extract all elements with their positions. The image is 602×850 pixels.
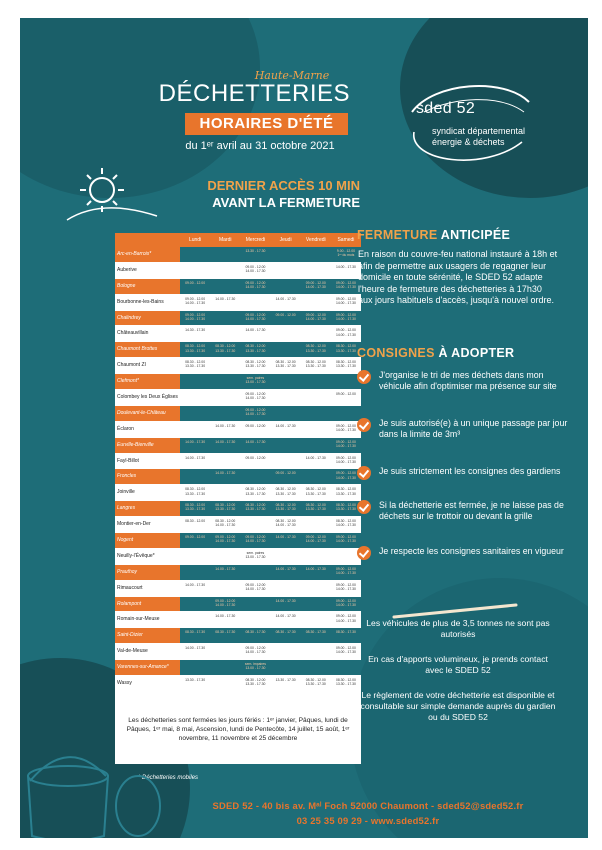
hours-cell xyxy=(210,549,240,564)
consignes-title-white: À ADOPTER xyxy=(438,346,515,360)
hours-cell: 08.30 - 12.00 13.30 - 17.30 xyxy=(275,503,296,512)
site-name: Prauthoy xyxy=(115,565,180,580)
sded-logo xyxy=(404,72,544,182)
hours-cell: 08.30 - 12.00 13.30 - 17.30 xyxy=(335,503,356,512)
hours-cell xyxy=(180,660,210,675)
hours-cell: 13.30 - 17.30 xyxy=(185,678,206,683)
check-icon xyxy=(357,418,371,432)
hours-cell: 09.00 - 12.00 14.00 - 17.30 xyxy=(335,328,356,337)
page-title: DÉCHETTERIES xyxy=(158,80,350,107)
hours-cell xyxy=(240,295,270,310)
hours-cell xyxy=(210,374,240,389)
hours-cell: 14.00 - 17.30 xyxy=(245,439,266,444)
hours-cell: 14.00 - 17.30 xyxy=(185,439,206,444)
consignes-title-orange: CONSIGNES xyxy=(357,346,435,360)
table-row xyxy=(115,612,361,628)
hours-cell xyxy=(301,549,331,564)
day-header: Vendredi xyxy=(305,237,326,243)
table-row xyxy=(115,501,361,517)
hours-cell xyxy=(271,279,301,294)
hours-cell: 08.30 - 12.00 13.30 - 17.30 xyxy=(335,360,356,369)
hours-cell: 13.30 - 17.30 xyxy=(245,249,266,253)
hours-cell xyxy=(271,644,301,659)
site-name: Nogent xyxy=(115,533,180,548)
hours-cell: 09.00 - 12.00 xyxy=(245,423,266,428)
hours-cell: 14.00 - 17.30 xyxy=(275,535,296,540)
hours-cell: 09.00 - 12.00 xyxy=(185,535,206,540)
region-subtitle: Haute-Marne xyxy=(254,69,330,82)
hours-cell: 09.00 - 12.00 14.00 - 17.30 xyxy=(245,392,266,401)
footer-address: SDED 52 - 40 bis av. Mᵃˡ Foch 52000 Chaumont - sded52@sded52.fr xyxy=(212,800,524,811)
table-row xyxy=(115,644,361,660)
hours-cell xyxy=(301,247,331,262)
season-banner: HORAIRES D'ÉTÉ xyxy=(185,113,348,135)
logo-tagline-line: énergie & déchets xyxy=(432,137,505,147)
last-access-line2: AVANT LA FERMETURE xyxy=(212,195,360,210)
poster xyxy=(20,18,588,838)
consigne-item xyxy=(357,546,572,586)
hours-cell: 14.00 - 17.30 xyxy=(305,455,326,460)
hours-cell: 09.00 - 12.00 14.00 - 17.30 xyxy=(245,312,266,321)
table-row xyxy=(115,676,361,692)
hours-cell: 09.00 - 12.00 xyxy=(245,455,266,460)
hours-cell: 08.30 - 12.00 13.30 - 17.30 xyxy=(245,678,266,687)
hours-cell: 09.00 - 12.00 14.00 - 17.30 xyxy=(245,407,266,417)
consigne-item xyxy=(357,500,572,540)
consigne-text: Si la déchetterie est fermée, je ne laisse pas de déchets sur le trottoir ou devant la grille xyxy=(379,500,564,521)
hours-cell xyxy=(180,422,210,437)
hours-cell xyxy=(301,374,331,389)
hours-cell: 08.30 - 12.00 13.30 - 17.30 xyxy=(335,487,356,496)
table-row xyxy=(115,597,361,613)
table-row xyxy=(115,517,361,533)
hours-cell xyxy=(180,263,210,278)
hours-cell: 09.00 - 12.00 14.00 - 17.30 xyxy=(245,264,266,274)
hours-cell: sem. paires 13.00 - 17.30 xyxy=(245,550,266,560)
site-name: Chaumont ZI xyxy=(117,362,146,369)
day-header: Jeudi xyxy=(279,237,292,243)
hours-cell xyxy=(210,454,240,469)
fermeture-text: En raison du couvre-feu national instauré à 18h et afin de permettre aux usagers de regagner leur domicile en toute sérénité, le SDED 52 adapte l'heure de fermeture des déchetteries à 17h30 aux jours habituels d'accès, jusqu'à nouvel ordre. xyxy=(358,249,558,306)
hours-cell xyxy=(240,597,270,612)
consigne-text: Je suis autorisé(e) à un unique passage par jour dans la limite de 3m³ xyxy=(379,418,568,439)
hours-cell: 14.00 - 17.30 xyxy=(305,566,326,571)
hours-cell: sem. impaires 13.00 - 17.30 xyxy=(244,662,266,671)
site-name: Châteauvillain xyxy=(117,330,149,337)
date-range: du 1ᵉʳ avril au 31 octobre 2021 xyxy=(185,140,335,152)
table-row xyxy=(115,311,361,327)
hours-cell xyxy=(210,660,240,675)
hours-cell: 14.30 - 17.30 xyxy=(185,328,206,333)
hours-cell: 08.30 - 12.00 13.30 - 17.30 xyxy=(245,344,266,353)
hours-cell: 09.00 - 12.00 14.00 - 17.30 xyxy=(335,471,356,480)
hours-cell: 09.00 - 12.00 14.00 - 17.30 xyxy=(215,535,236,544)
hours-cell: 08.30 - 12.00 13.30 - 17.30 xyxy=(305,344,326,353)
table-header xyxy=(115,233,361,247)
last-access-line1: DERNIER ACCÈS 10 MIN xyxy=(207,178,360,193)
hours-cell: sem. paires 13.00 - 17.30 xyxy=(245,376,266,385)
hours-cell xyxy=(210,326,240,341)
logo-tagline xyxy=(432,126,542,148)
fermeture-title xyxy=(357,228,557,242)
hours-cell xyxy=(210,311,240,326)
hours-cell xyxy=(301,612,331,627)
hours-cell xyxy=(271,549,301,564)
table-row xyxy=(115,406,361,422)
site-name: Colombey les Deux Églises xyxy=(117,394,178,401)
hours-cell: 09.00 - 12.00 14.00 - 17.30 xyxy=(335,312,356,321)
hours-cell xyxy=(271,660,301,675)
bulky-info: En cas d'apports volumineux, je prends contact avec le SDED 52 xyxy=(368,654,548,675)
hours-cell: 14.00 - 17.30 xyxy=(215,439,236,444)
hours-cell xyxy=(271,581,301,596)
hours-cell xyxy=(301,597,331,612)
hours-cell xyxy=(301,390,331,405)
site-name: Val-de-Meuse xyxy=(117,648,148,655)
paint-pot-icon xyxy=(20,736,178,838)
table-row xyxy=(115,549,361,565)
hours-cell: 14.00 - 17.30 xyxy=(185,646,206,651)
hours-cell xyxy=(271,326,301,341)
table-row xyxy=(115,485,361,501)
table-row xyxy=(115,390,361,406)
site-name: Chalindrey xyxy=(115,311,180,326)
site-name: Chaumont Brottes xyxy=(115,342,180,357)
hours-cell: 09.00 - 12.00 14.00 - 17.30 xyxy=(335,280,356,289)
hours-cell xyxy=(210,406,240,421)
hours-cell: 08.30 - 17.30 xyxy=(245,630,266,635)
hours-cell: 08.30 - 12.00 14.00 - 17.30 xyxy=(275,519,296,528)
hours-cell xyxy=(301,406,331,421)
hours-cell: 09.00 - 12.00 14.00 - 17.30 xyxy=(245,646,266,655)
hours-cell: 09.00 - 12.00 14.00 - 17.30 xyxy=(185,296,206,305)
logo-name: sded 52 xyxy=(416,100,476,117)
hours-cell: 08.30 - 17.30 xyxy=(185,630,206,635)
consignes-title xyxy=(357,346,557,360)
site-name: Bourbonne-les-Bains xyxy=(117,298,164,305)
hours-cell xyxy=(180,549,210,564)
site-name: Neuilly-l'Évêque* xyxy=(117,552,155,559)
hours-cell: 14.00 - 17.30 xyxy=(275,598,296,603)
hours-cell: 08.30 - 12.00 13.30 - 17.30 xyxy=(185,360,206,369)
hours-cell xyxy=(301,660,331,675)
hours-cell: 14.00 - 17.30 xyxy=(275,423,296,428)
hours-cell: 14.00 - 17.30 xyxy=(275,566,296,571)
hours-cell: 08.30 - 12.00 13.30 - 17.30 xyxy=(185,344,206,353)
hours-cell: 09.00 - 12.00 14.00 - 17.30 xyxy=(305,535,326,544)
last-access-notice xyxy=(170,178,360,210)
rules-info: Le règlement de votre déchetterie est disponible et consultable sur simple demande auprès du gardien ou du SDED 52 xyxy=(360,690,556,722)
hours-cell xyxy=(210,247,240,262)
hours-cell xyxy=(301,438,331,453)
hours-cell xyxy=(271,374,301,389)
fermeture-title-white: ANTICIPÉE xyxy=(440,228,511,242)
hours-cell: 08.30 - 17.30 xyxy=(275,630,296,635)
hours-cell: 14.00 - 17.30 xyxy=(335,264,356,269)
hours-cell: 08.30 - 12.00 13.30 - 17.30 xyxy=(305,678,326,687)
hours-cell: 09.00 - 12.00 14.00 - 17.30 xyxy=(215,598,236,607)
hours-cell: 08.30 - 17.30 xyxy=(305,630,326,635)
hours-cell xyxy=(180,374,210,389)
hours-cell xyxy=(210,676,240,691)
hours-cell: 09.00 - 12.00 14.00 - 17.30 xyxy=(335,455,356,464)
hours-cell: 08.30 - 12.00 13.30 - 17.30 xyxy=(305,360,326,369)
hours-cell: 14.00 - 17.30 xyxy=(215,471,236,476)
site-name: Rimaucourt xyxy=(117,584,143,591)
site-name: Fayl-Billot xyxy=(117,457,139,464)
day-header: Mardi xyxy=(219,237,232,243)
hours-cell xyxy=(180,612,210,627)
hours-cell xyxy=(210,390,240,405)
hours-cell: 09.00 - 12.00 xyxy=(185,280,206,285)
hours-cell: 09.00 - 12.00 14.00 - 17.30 xyxy=(335,598,356,607)
hours-cell: 08.30 - 12.00 13.30 - 17.30 xyxy=(245,503,266,512)
hours-cell: 14.00 - 17.30 xyxy=(215,423,236,428)
table-row xyxy=(115,660,361,676)
hours-cell: 09.00 - 12.00 14.00 - 17.30 xyxy=(335,535,356,544)
hours-cell xyxy=(210,644,240,659)
hours-cell xyxy=(271,438,301,453)
hours-cell xyxy=(301,581,331,596)
hours-cell xyxy=(301,263,331,278)
hours-cell: 08.30 - 12.00 13.30 - 17.30 xyxy=(215,503,236,512)
hours-cell xyxy=(180,565,210,580)
site-name: Wassy xyxy=(117,680,132,687)
hours-cell: 14.00 - 17.30 xyxy=(215,614,236,619)
consigne-item xyxy=(357,370,572,410)
hours-cell xyxy=(301,469,331,484)
hours-cell: 08.30 - 12.00 13.30 - 17.30 xyxy=(245,360,266,369)
logo-tagline-line: syndicat départemental xyxy=(432,126,526,136)
table-row xyxy=(115,533,361,549)
hours-cell: 09.00 - 12.00 14.00 - 17.30 xyxy=(335,423,356,432)
hours-cell: 14.00 - 17.30 xyxy=(215,296,236,301)
hours-cell xyxy=(271,390,301,405)
check-icon xyxy=(357,370,371,384)
hours-cell: 09.00 - 12.00 14.00 - 17.30 xyxy=(335,566,356,576)
hours-cell: 08.30 - 12.00 13.30 - 17.30 xyxy=(335,678,356,687)
hours-cell xyxy=(210,581,240,596)
table-body xyxy=(115,247,361,692)
hours-cell xyxy=(210,485,240,500)
table-row xyxy=(115,581,361,597)
hours-cell: 08.30 - 12.00 13.30 - 17.30 xyxy=(245,487,266,496)
table-row xyxy=(115,454,361,470)
hours-cell: 08.30 - 12.00 13.30 - 17.30 xyxy=(185,503,206,512)
site-name: Éclaron xyxy=(117,425,134,432)
hours-cell: 08.30 - 12.00 14.00 - 17.30 xyxy=(335,519,356,528)
footer-contact: 03 25 35 09 29 - www.sded52.fr xyxy=(296,815,440,826)
table-corner xyxy=(115,233,180,247)
hours-cell: 14.00 - 17.30 xyxy=(215,566,236,571)
site-name: Rolampont xyxy=(115,597,180,612)
consigne-item xyxy=(357,418,572,458)
hours-cell: 13.30 - 17.30 xyxy=(275,678,296,683)
hours-cell: 09.00 - 12.00 14.00 - 17.30 xyxy=(305,312,326,321)
table-row xyxy=(115,374,361,390)
table-row xyxy=(115,438,361,454)
hours-cell xyxy=(271,263,301,278)
hours-cell xyxy=(301,644,331,659)
vehicle-info: Les véhicules de plus de 3,5 tonnes ne sont pas autorisés xyxy=(366,618,550,639)
hours-cell xyxy=(180,469,210,484)
schedule-table xyxy=(115,233,361,761)
site-name: Eurville-Bienville xyxy=(115,438,180,453)
site-name: Joinville xyxy=(117,489,135,496)
site-name: Bologne xyxy=(115,279,180,294)
site-name: Doulevant-le-Château xyxy=(115,406,180,421)
hours-cell xyxy=(271,342,301,357)
table-row xyxy=(115,342,361,358)
hours-cell xyxy=(180,247,210,262)
site-name: Varennes-sur-Amance* xyxy=(115,660,180,675)
hours-cell: 09.00 - 12.00 14.00 - 17.30 xyxy=(245,582,266,591)
hours-cell: 09.00 - 12.00 14.00 - 17.30 xyxy=(305,280,326,289)
hours-cell xyxy=(271,247,301,262)
consigne-text: Je respecte les consignes sanitaires en vigueur xyxy=(379,546,564,556)
hours-cell xyxy=(301,422,331,437)
hours-cell xyxy=(301,295,331,310)
check-icon xyxy=(357,546,371,560)
hours-cell: 14.00 - 17.30 xyxy=(245,328,266,333)
sun-icon xyxy=(62,158,162,228)
hours-cell: 09.00 - 12.00 14.00 - 17.30 xyxy=(335,614,356,623)
hours-cell: 08.30 - 12.00 13.30 - 17.30 xyxy=(275,487,296,496)
table-row xyxy=(115,358,361,374)
site-name: Langres xyxy=(115,501,180,516)
hours-cell xyxy=(240,565,270,580)
hours-cell xyxy=(210,279,240,294)
table-row xyxy=(115,295,361,311)
hours-cell: 08.30 - 12.00 13.30 - 17.30 xyxy=(275,360,296,369)
hours-cell: 09.00 - 12.00 14.00 - 17.30 xyxy=(335,439,356,448)
site-name: Saint-Dizier xyxy=(115,628,180,643)
holiday-note: Les déchetteries sont fermées les jours fériés : 1ᵉʳ janvier, Pâques, lundi de Pâques, 1ᵉʳ mai, 8 mai, Ascension, lundi de Pentecôte, 14 juillet, 15 août, 1ᵉʳ novembre, 11 novembre et 25 décembre xyxy=(126,717,350,742)
hours-cell xyxy=(180,406,210,421)
hours-cell: 09.00 - 12.00 14.00 - 17.30 xyxy=(185,312,206,321)
site-name: Auberive xyxy=(117,266,137,273)
hours-cell: 08.30 - 12.00 xyxy=(185,519,206,524)
hours-cell xyxy=(210,358,240,373)
day-header: Mercredi xyxy=(245,237,266,243)
table-row xyxy=(115,628,361,644)
hours-cell: 14.00 - 17.30 xyxy=(185,582,206,587)
hours-cell: 08.30 - 17.30 xyxy=(335,630,356,635)
hours-cell: 14.00 - 17.30 xyxy=(185,455,206,460)
table-row xyxy=(115,247,361,263)
site-name: Clefmont* xyxy=(115,374,180,389)
site-name: Montier-en-Der xyxy=(117,521,151,528)
day-header: Lundi xyxy=(188,237,202,243)
hours-cell: 08.30 - 12.00 13.30 - 17.30 xyxy=(305,503,326,512)
hours-cell: 08.30 - 17.30 xyxy=(215,630,236,635)
hours-cell xyxy=(240,612,270,627)
table-row xyxy=(115,279,361,295)
hours-cell: 09.00 - 12.00 xyxy=(275,471,296,476)
consigne-text: Je suis strictement les consignes des gardiens xyxy=(379,466,561,476)
hours-cell xyxy=(180,390,210,405)
check-icon xyxy=(357,466,371,480)
hours-cell xyxy=(210,263,240,278)
hours-cell xyxy=(301,517,331,532)
hours-cell: 09.00 - 12.00 14.00 - 17.30 xyxy=(335,296,356,305)
hours-cell: 09.00 - 12.00 14.00 - 17.30 xyxy=(335,582,356,591)
site-name: Arc-en-Barrois* xyxy=(115,247,180,262)
hours-cell: 08.30 - 12.00 13.30 - 17.30 xyxy=(335,344,356,353)
table-row xyxy=(115,326,361,342)
hours-cell: 08.30 - 12.00 13.30 - 17.30 xyxy=(305,487,326,496)
hours-cell xyxy=(301,326,331,341)
consigne-text: J'organise le tri de mes déchets dans mon véhicule afin d'optimiser ma présence sur site xyxy=(379,370,557,391)
table-row xyxy=(115,263,361,279)
hours-cell xyxy=(271,454,301,469)
table-row xyxy=(115,565,361,581)
hours-cell xyxy=(240,517,270,532)
mobile-note: * Déchetteries mobiles xyxy=(138,775,199,781)
hours-cell: 09.00 - 12.00 14.00 - 17.30 xyxy=(335,646,356,655)
hours-cell: 09.00 - 12.00 14.00 - 17.30 xyxy=(245,280,266,289)
hours-cell: 08.30 - 12.00 13.30 - 17.30 xyxy=(185,487,206,496)
hours-cell: 09.00 - 12.00 14.00 - 17.30 xyxy=(245,535,266,544)
site-name: Romain-sur-Meuse xyxy=(117,616,160,623)
hours-cell: 9.00 - 12.00 1ᵉʳ du mois xyxy=(336,249,355,258)
hours-cell: 14.00 - 17.30 xyxy=(275,296,296,301)
day-header: Samedi xyxy=(337,237,355,243)
hours-cell: 09.00 - 12.00 xyxy=(275,312,296,317)
fermeture-title-orange: FERMETURE xyxy=(357,228,438,242)
table-row xyxy=(115,469,361,485)
hours-cell: 14.00 - 17.30 xyxy=(275,614,296,619)
site-name: Froncles xyxy=(115,469,180,484)
hours-cell: 08.30 - 12.00 13.30 - 17.30 xyxy=(215,344,236,353)
hours-cell xyxy=(180,597,210,612)
hours-cell xyxy=(331,660,361,675)
table-row xyxy=(115,422,361,438)
check-icon xyxy=(357,500,371,514)
hours-cell xyxy=(240,469,270,484)
hours-cell: 08.30 - 12.00 14.00 - 17.30 xyxy=(215,519,236,528)
hours-cell xyxy=(271,406,301,421)
hours-cell: 09.00 - 12.00 xyxy=(335,392,356,397)
